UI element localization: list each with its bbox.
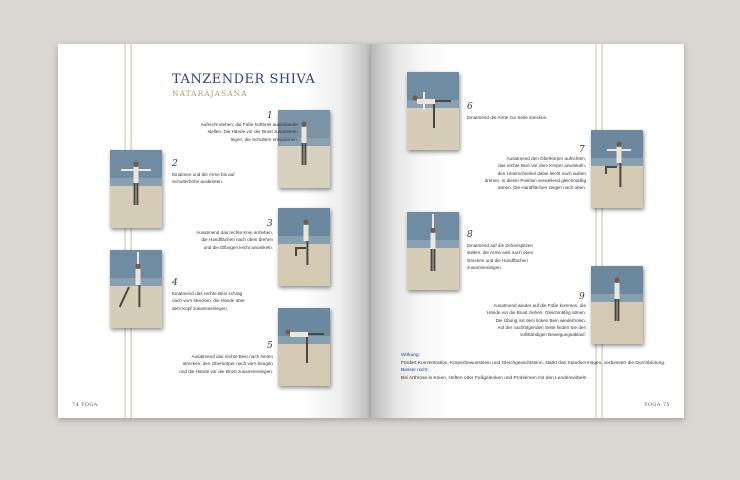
page-number-left: 74 YOGA <box>72 402 98 408</box>
effect-text: Fördert Konzentration, Körperbewusstsein und Gleichgewichtssinn, stärkt das Standvermögen, verbessert die Durchblutung. <box>401 360 666 366</box>
photo-step-6 <box>407 72 459 150</box>
step-text-line: und die Hände vor der Brust zusammenlegen. <box>179 368 273 374</box>
step-text-line: nach vorn strecken, die Hände über <box>172 298 245 304</box>
page-number-right: YOGA 75 <box>644 402 670 408</box>
step-text-line: stellen. Die Hände vor der Brust zusammen- <box>207 129 298 135</box>
step-text-3 <box>113 229 273 251</box>
step-text-line: Einatmend auf die Zehenspitzen <box>467 243 533 248</box>
caution-text: Bei Arthrose in Knien, Hüften oder Fußgelenken und Problemen mit den Lendenwirbeln. <box>401 375 588 381</box>
step-text-line: Aufrecht stehen, die Füße hüftbreit auseinander <box>200 122 298 127</box>
page-title: TANZENDER SHIVA <box>172 72 316 87</box>
photo-step-7 <box>591 130 643 208</box>
step-text-line: Einatmend die Arme zur Seite strecken. <box>467 115 548 120</box>
page-subtitle: NATARAJASANA <box>172 89 248 98</box>
step-text-line: atmen. Die Handflächen zeigen nach oben. <box>497 185 586 191</box>
step-text-line: das rechte Bein vor dem Körper anwinkeln, <box>498 163 586 169</box>
step-text-5 <box>83 353 273 375</box>
step-number-4: 4 <box>172 278 178 288</box>
photo-step-3 <box>278 208 330 286</box>
step-text-line: den Unterschenkel dabei leicht nach außen <box>497 170 586 176</box>
step-text-line: die Handflächen nach oben drehen <box>201 237 273 243</box>
photo-step-5 <box>278 308 330 386</box>
step-text-line: Hände vor die Brust ziehen. Gleichmäßig atmen. <box>486 310 586 316</box>
step-text-7 <box>386 155 586 191</box>
step-number-5: 5 <box>267 341 273 351</box>
caution-label: Besser nicht: <box>401 368 429 374</box>
photo-step-4 <box>110 250 162 328</box>
step-text-line: Ausatmend das rechte Knie anheben, <box>196 230 273 235</box>
step-text-line: zusammenlegen. <box>467 264 502 270</box>
step-number-8: 8 <box>467 230 473 240</box>
step-text-9 <box>386 302 586 338</box>
photo-step-9 <box>591 266 643 344</box>
step-text-line: Auf der nachfolgenden Seite finden Sie den <box>497 324 586 330</box>
step-text-line: und die Ellbogen leicht anwinkeln. <box>203 244 273 250</box>
step-number-2: 2 <box>172 159 178 169</box>
book-spread <box>58 44 684 418</box>
left-page <box>58 44 371 418</box>
step-text-line: stellen, die Arme weit nach oben <box>467 250 534 256</box>
step-number-6: 6 <box>467 102 473 112</box>
effect-label: Wirkung: <box>401 353 420 358</box>
step-text-line: strecken, den Oberkörper nach vorn beugen <box>182 361 273 367</box>
step-text-line: vollständigen Bewegungsablauf. <box>520 332 586 338</box>
step-text-line: Die Übung mit dem linken Bein wiederholen. <box>495 317 586 323</box>
step-text-line: Ausatmend wieder auf die Füße kommen, die <box>493 303 586 308</box>
step-text-line: Ausatmend das rechte Bein nach hinten <box>191 354 273 359</box>
step-text-line: Schulterhöhe ausbreiten. <box>172 179 224 185</box>
step-text-line: drehen. In dieser Position verweilend gleichmäßig <box>484 177 586 183</box>
step-number-3: 3 <box>267 219 273 229</box>
step-number-9: 9 <box>579 292 585 302</box>
step-number-1: 1 <box>267 111 273 121</box>
step-text-line: Ausatmend den Oberkörper aufrichten, <box>506 156 586 161</box>
step-text-line: legen, die Schultern entspannen. <box>230 136 298 142</box>
effect-block <box>401 352 671 382</box>
step-text-line: Einatmend das rechte Bein schräg <box>172 291 243 296</box>
right-page <box>371 44 684 418</box>
step-text-6 <box>467 114 617 121</box>
photo-step-2 <box>110 150 162 228</box>
step-text-2 <box>172 171 322 186</box>
step-text-1 <box>98 121 298 143</box>
step-text-line: dem Kopf zusammenlegen. <box>172 305 228 311</box>
step-text-8 <box>467 242 587 271</box>
step-text-line: Einatmen und die Arme bis auf <box>172 172 235 177</box>
step-text-line: strecken und die Handflächen <box>467 257 528 263</box>
step-number-7: 7 <box>579 145 585 155</box>
photo-step-8 <box>407 212 459 290</box>
